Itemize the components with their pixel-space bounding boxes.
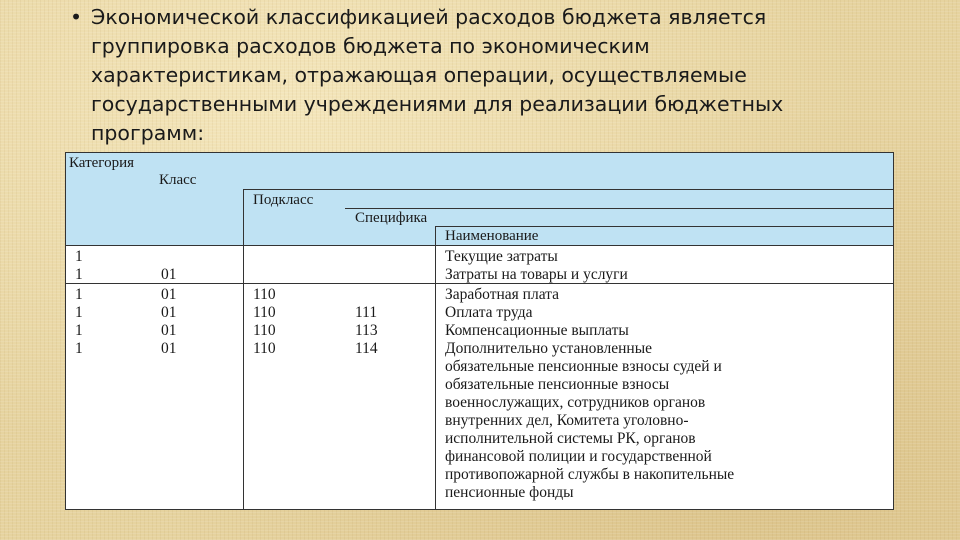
table-header xyxy=(65,152,894,245)
cell-specifics: 111 xyxy=(355,304,378,321)
bullet-text xyxy=(91,3,950,148)
cell-name: Оплата труда xyxy=(445,304,533,321)
cell-category: 1 xyxy=(75,286,83,303)
header-class: Класс xyxy=(159,172,197,188)
cell-name: Компенсационные выплаты xyxy=(445,322,629,339)
cell-subclass: 110 xyxy=(253,322,276,339)
header-specifics: Специфика xyxy=(355,210,428,226)
cell-subclass: 110 xyxy=(253,340,276,357)
header-rule-subclass xyxy=(345,208,894,209)
cell-name: Затраты на товары и услуги xyxy=(445,266,628,283)
table-border-left xyxy=(65,152,66,510)
cell-category: 1 xyxy=(75,322,83,339)
classification-table-image xyxy=(65,152,894,510)
cell-subclass: 110 xyxy=(253,304,276,321)
header-rule-bottom xyxy=(65,245,894,246)
header-subclass: Подкласс xyxy=(253,192,314,208)
cell-class: 01 xyxy=(161,304,177,321)
cell-category: 1 xyxy=(75,266,83,283)
table-border-right xyxy=(893,152,894,510)
cell-class: 01 xyxy=(161,340,177,357)
bullet-line: Экономической классификацией расходов бюджета является xyxy=(91,5,767,29)
cell-name: Текущие затраты xyxy=(445,248,558,265)
table-border-bottom xyxy=(65,509,894,510)
column-divider-class xyxy=(243,189,244,510)
cell-specifics: 114 xyxy=(355,340,378,357)
cell-class: 01 xyxy=(161,322,177,339)
cell-name: Дополнительно установленные обязательные пенсионные взносы судей и обязательные пенсионные взносы военнослужащих, сотрудников органов внутренних дел, Комитета уголовно- исполнительной системы РК, органов финансовой полиции и государственной противопожарной службы в накопительные пенсионные фонды xyxy=(445,340,735,501)
cell-category: 1 xyxy=(75,340,83,357)
bullet-line: группировка расходов бюджета по экономическим xyxy=(91,34,650,58)
header-category: Категория xyxy=(69,155,134,171)
header-name: Наименование xyxy=(445,228,539,244)
bullet-paragraph xyxy=(70,3,950,148)
cell-specifics: 113 xyxy=(355,322,378,339)
bullet-line: государственными учреждениями для реализации бюджетных xyxy=(91,92,784,116)
bullet-line: характеристикам, отражающая операции, осуществляемые xyxy=(91,63,747,87)
header-rule-class xyxy=(243,189,894,190)
bullet-line: программ: xyxy=(91,121,205,145)
cell-category: 1 xyxy=(75,304,83,321)
cell-class: 01 xyxy=(161,266,177,283)
cell-class: 01 xyxy=(161,286,177,303)
cell-category: 1 xyxy=(75,248,83,265)
table-border-top xyxy=(65,152,894,153)
header-rule-specifics xyxy=(435,226,894,227)
cell-subclass: 110 xyxy=(253,286,276,303)
bullet-marker: • xyxy=(70,5,83,29)
cell-name: Заработная плата xyxy=(445,286,560,303)
column-divider-name xyxy=(435,226,436,510)
